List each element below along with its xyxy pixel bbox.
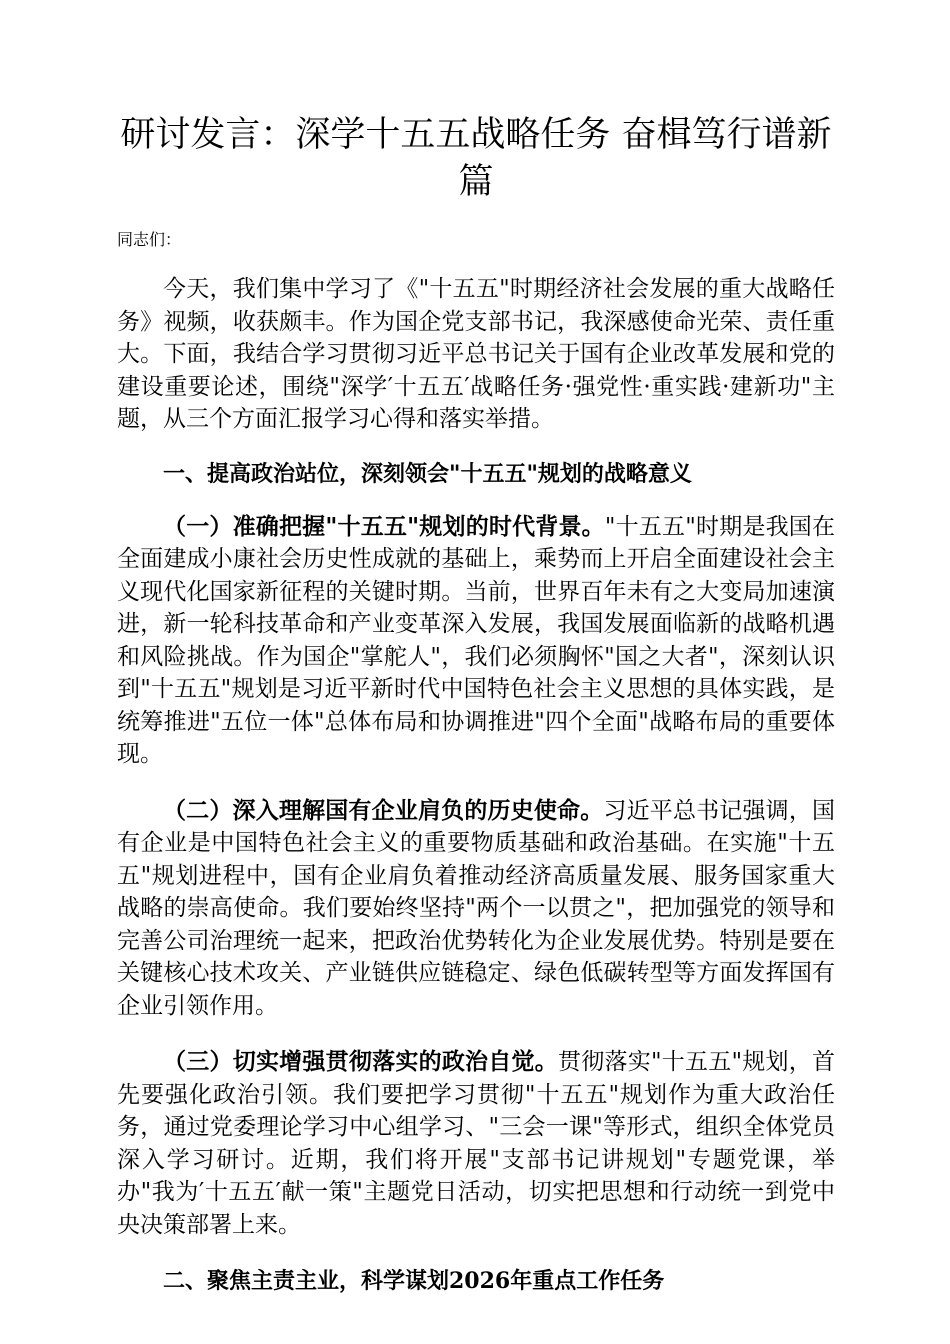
document-title: 研讨发言：深学十五五战略任务 奋楫笃行谱新篇: [120, 115, 832, 202]
section-1-2-lead: （二）深入理解国有企业肩负的历史使命。: [163, 796, 604, 824]
section-1-1-paragraph: [117, 511, 835, 771]
section-1-3-lead: （三）切实增强贯彻落实的政治自觉。: [163, 1048, 559, 1075]
salutation: 同志们：: [117, 230, 182, 249]
intro-paragraph: 今天，我们集中学习了《"十五五"时期经济社会发展的重大战略任务》视频，收获颇丰。作为国企党支部书记，我深感使命光荣、责任重大。下面，我结合学习贯彻习近平总书记关于国有企业改革发展和党的建设重要论述，围绕"深学′十五五′战略任务·强党性·重实践·建新功"主题，从三个方面汇报学习心得和落实举措。: [117, 276, 835, 432]
section-1-3-body: 贯彻落实"十五五"规划，首先要强化政治引领。我们要把学习贯彻"十五五"规划作为重大政治任务，通过党委理论学习中心组学习、"三会一课"等形式，组织全体党员深入学习研讨。近期，我们将开展"支部书记讲规划"专题党课，举办"我为′十五五′献一策"主题党日活动，切实把思想和行动统一到党中央决策部署上来。: [117, 1049, 835, 1238]
section-1-2-body: 习近平总书记强调，国有企业是中国特色社会主义的重要物质基础和政治基础。在实施"十五五"规划进程中，国有企业肩负着推动经济高质量发展、服务国家重大战略的崇高使命。我们要始终坚持"两个一以贯之"，把加强党的领导和完善公司治理统一起来，把政治优势转化为企业发展优势。特别是要在关键核心技术攻关、产业链供应链稳定、绿色低碳转型等方面发挥国有企业引领作用。: [117, 797, 836, 1019]
section-2-heading: 二、聚焦主责主业，科学谋划2026年重点工作任务: [163, 1268, 665, 1294]
section-1-3-paragraph: [117, 1046, 835, 1241]
section-1-1-lead: （一）准确把握"十五五"规划的时代背景。: [163, 512, 605, 540]
section-1-1-body: "十五五"时期是我国在全面建成小康社会历史性成就的基础上，乘势而上开启全面建设社会主义现代化国家新征程的关键时期。当前，世界百年未有之大变局加速演进，新一轮科技革命和产业变革深入发展，我国发展面临新的战略机遇和风险挑战。作为国企"掌舵人"，我们必须胸怀"国之大者"，深刻认识到"十五五"规划是习近平新时代中国特色社会主义思想的具体实践，是统筹推进"五位一体"总体布局和协调推进"四个全面"战略布局的重要体现。: [117, 513, 835, 767]
document-page: [117, 112, 835, 1298]
section-1-2-paragraph: [117, 795, 835, 1023]
section-1-heading: 一、提高政治站位，深刻领会"十五五"规划的战略意义: [163, 460, 692, 487]
